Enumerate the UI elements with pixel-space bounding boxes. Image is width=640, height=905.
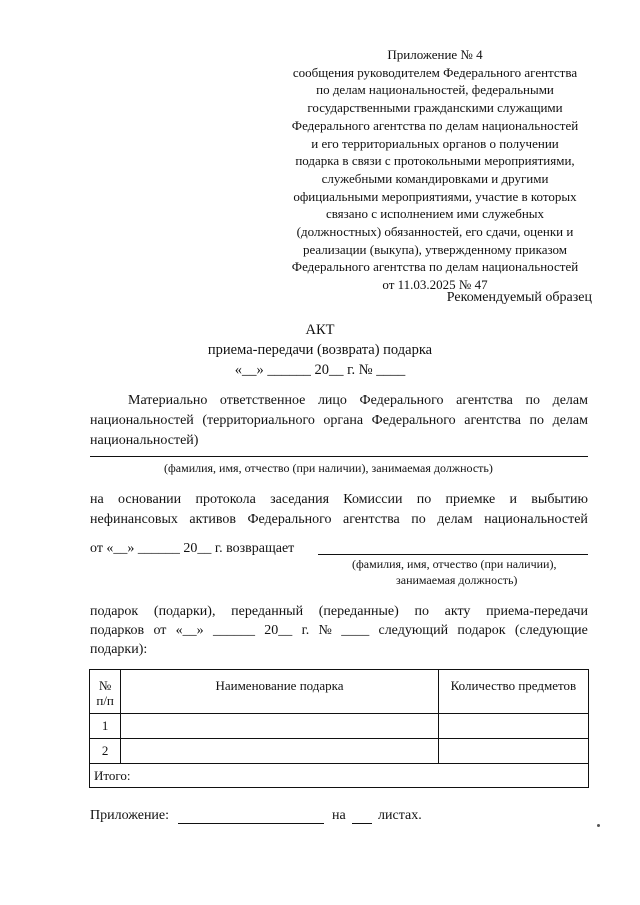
appendix-line: от 11.03.2025 № 47 [382,277,488,293]
appendix-line: государственными гражданскими служащими [307,100,563,116]
word: активов [189,512,236,527]
table-cell-number: 2 [90,739,121,764]
word: № [318,623,332,638]
appendix-line: подарка в связи с протокольными мероприятиями, [295,153,575,169]
act-title: АКТ [305,322,335,338]
name-position-caption: (фамилия, имя, отчество (при наличии), занимаемая должность) [164,461,493,475]
word: агентства [342,512,400,527]
returner-caption-2: занимаемая должность) [396,573,518,587]
returner-caption-1: (фамилия, имя, отчество (при наличии), [352,557,557,571]
word: выбытию [531,492,588,507]
appendix-line: сообщения руководителем Федерального агентства [292,64,578,80]
sheets-count-line[interactable] [352,823,372,824]
word: 20__ [264,623,293,638]
appendix-header [276,46,594,294]
paragraph-gifts-line-1 [90,604,588,620]
appendix-line: Приложение № 4 [387,47,483,62]
attachment-line[interactable] [178,823,324,824]
word: национальностей [484,512,588,527]
word: акту [444,604,471,619]
appendix-line: (должностных) обязанностей, его сдачи, оценки и [296,224,574,240]
table-total-label: Итого: [90,764,589,788]
table-row [90,714,589,739]
word: (переданные) [318,604,399,619]
table-cell-quantity[interactable] [438,739,588,764]
paragraph-basis-line-2 [90,512,588,528]
appendix-line: реализации (выкупа), утвержденному приказом [302,241,568,257]
word: (подарки), [153,604,216,619]
appendix-line: официальными мероприятиями, участие в которых [293,188,577,204]
word: по [414,604,429,619]
on-label: на [332,808,346,823]
name-position-line[interactable] [90,456,588,457]
word: на [90,492,104,507]
word: приема-передачи [486,604,588,619]
word: следующий [378,623,449,638]
table-cell-number: 1 [90,714,121,739]
word: Федерального [247,512,332,527]
paragraph-responsible-person: Материально ответственное лицо Федерального агентства по делам национальностей (территориального органа Федерального агентства по делам национальностей) [90,393,588,448]
recommended-sample-label: Рекомендуемый образец [446,290,592,305]
word: и [509,492,518,507]
word: переданный [231,604,304,619]
word: подарок [90,604,139,619]
table-header-gift-name: Наименование подарка [121,670,439,714]
table-cell-quantity[interactable] [438,714,588,739]
word: «__» [175,623,204,638]
word: ______ [212,623,255,638]
act-date-number-line: «__» ______ 20__ г. № ____ [234,362,406,378]
appendix-line: Федерального агентства по делам национальностей [291,117,579,133]
scan-speck [597,824,600,827]
word: основании [118,492,182,507]
word: по [411,512,426,527]
word: подарок [457,623,506,638]
word: протокола [195,492,256,507]
gifts-table [89,669,589,788]
appendix-line: связано с исполнением ими служебных [325,206,545,222]
word: по [416,492,432,507]
appendix-line: Федерального агентства по делам национальностей [291,259,579,275]
word: нефинансовых [90,512,178,527]
returner-line[interactable] [318,554,588,555]
paragraph-gifts-line-2 [90,623,588,639]
word: подарков [90,623,145,638]
paragraph-basis-line-1 [90,492,588,508]
table-total-row [90,764,589,788]
attachment-label: Приложение: [90,808,170,823]
returns-line: от «__» ______ 20__ г. возвращает [90,541,295,556]
word: Комиссии [343,492,403,507]
act-subtitle: приема-передачи (возврата) подарка [207,342,433,358]
word: заседания [270,492,330,507]
sheets-label: листах. [378,808,422,823]
appendix-line: по делам национальностей, федеральными [316,82,554,98]
word: делам [437,512,473,527]
table-header-quantity: Количество предметов [438,670,588,714]
word: приемке [445,492,496,507]
word: от [153,623,167,638]
appendix-line: и его территориальных органов о получении [311,135,559,151]
word: (следующие [514,623,588,638]
table-row [90,739,589,764]
word: г. [301,623,310,638]
paragraph-gifts-line-3: подарки): [90,642,148,657]
appendix-line: служебными командировками и другими [321,170,549,186]
table-header-number: № п/п [90,670,121,714]
table-cell-gift-name[interactable] [121,714,439,739]
word: ____ [341,623,370,638]
table-cell-gift-name[interactable] [121,739,439,764]
